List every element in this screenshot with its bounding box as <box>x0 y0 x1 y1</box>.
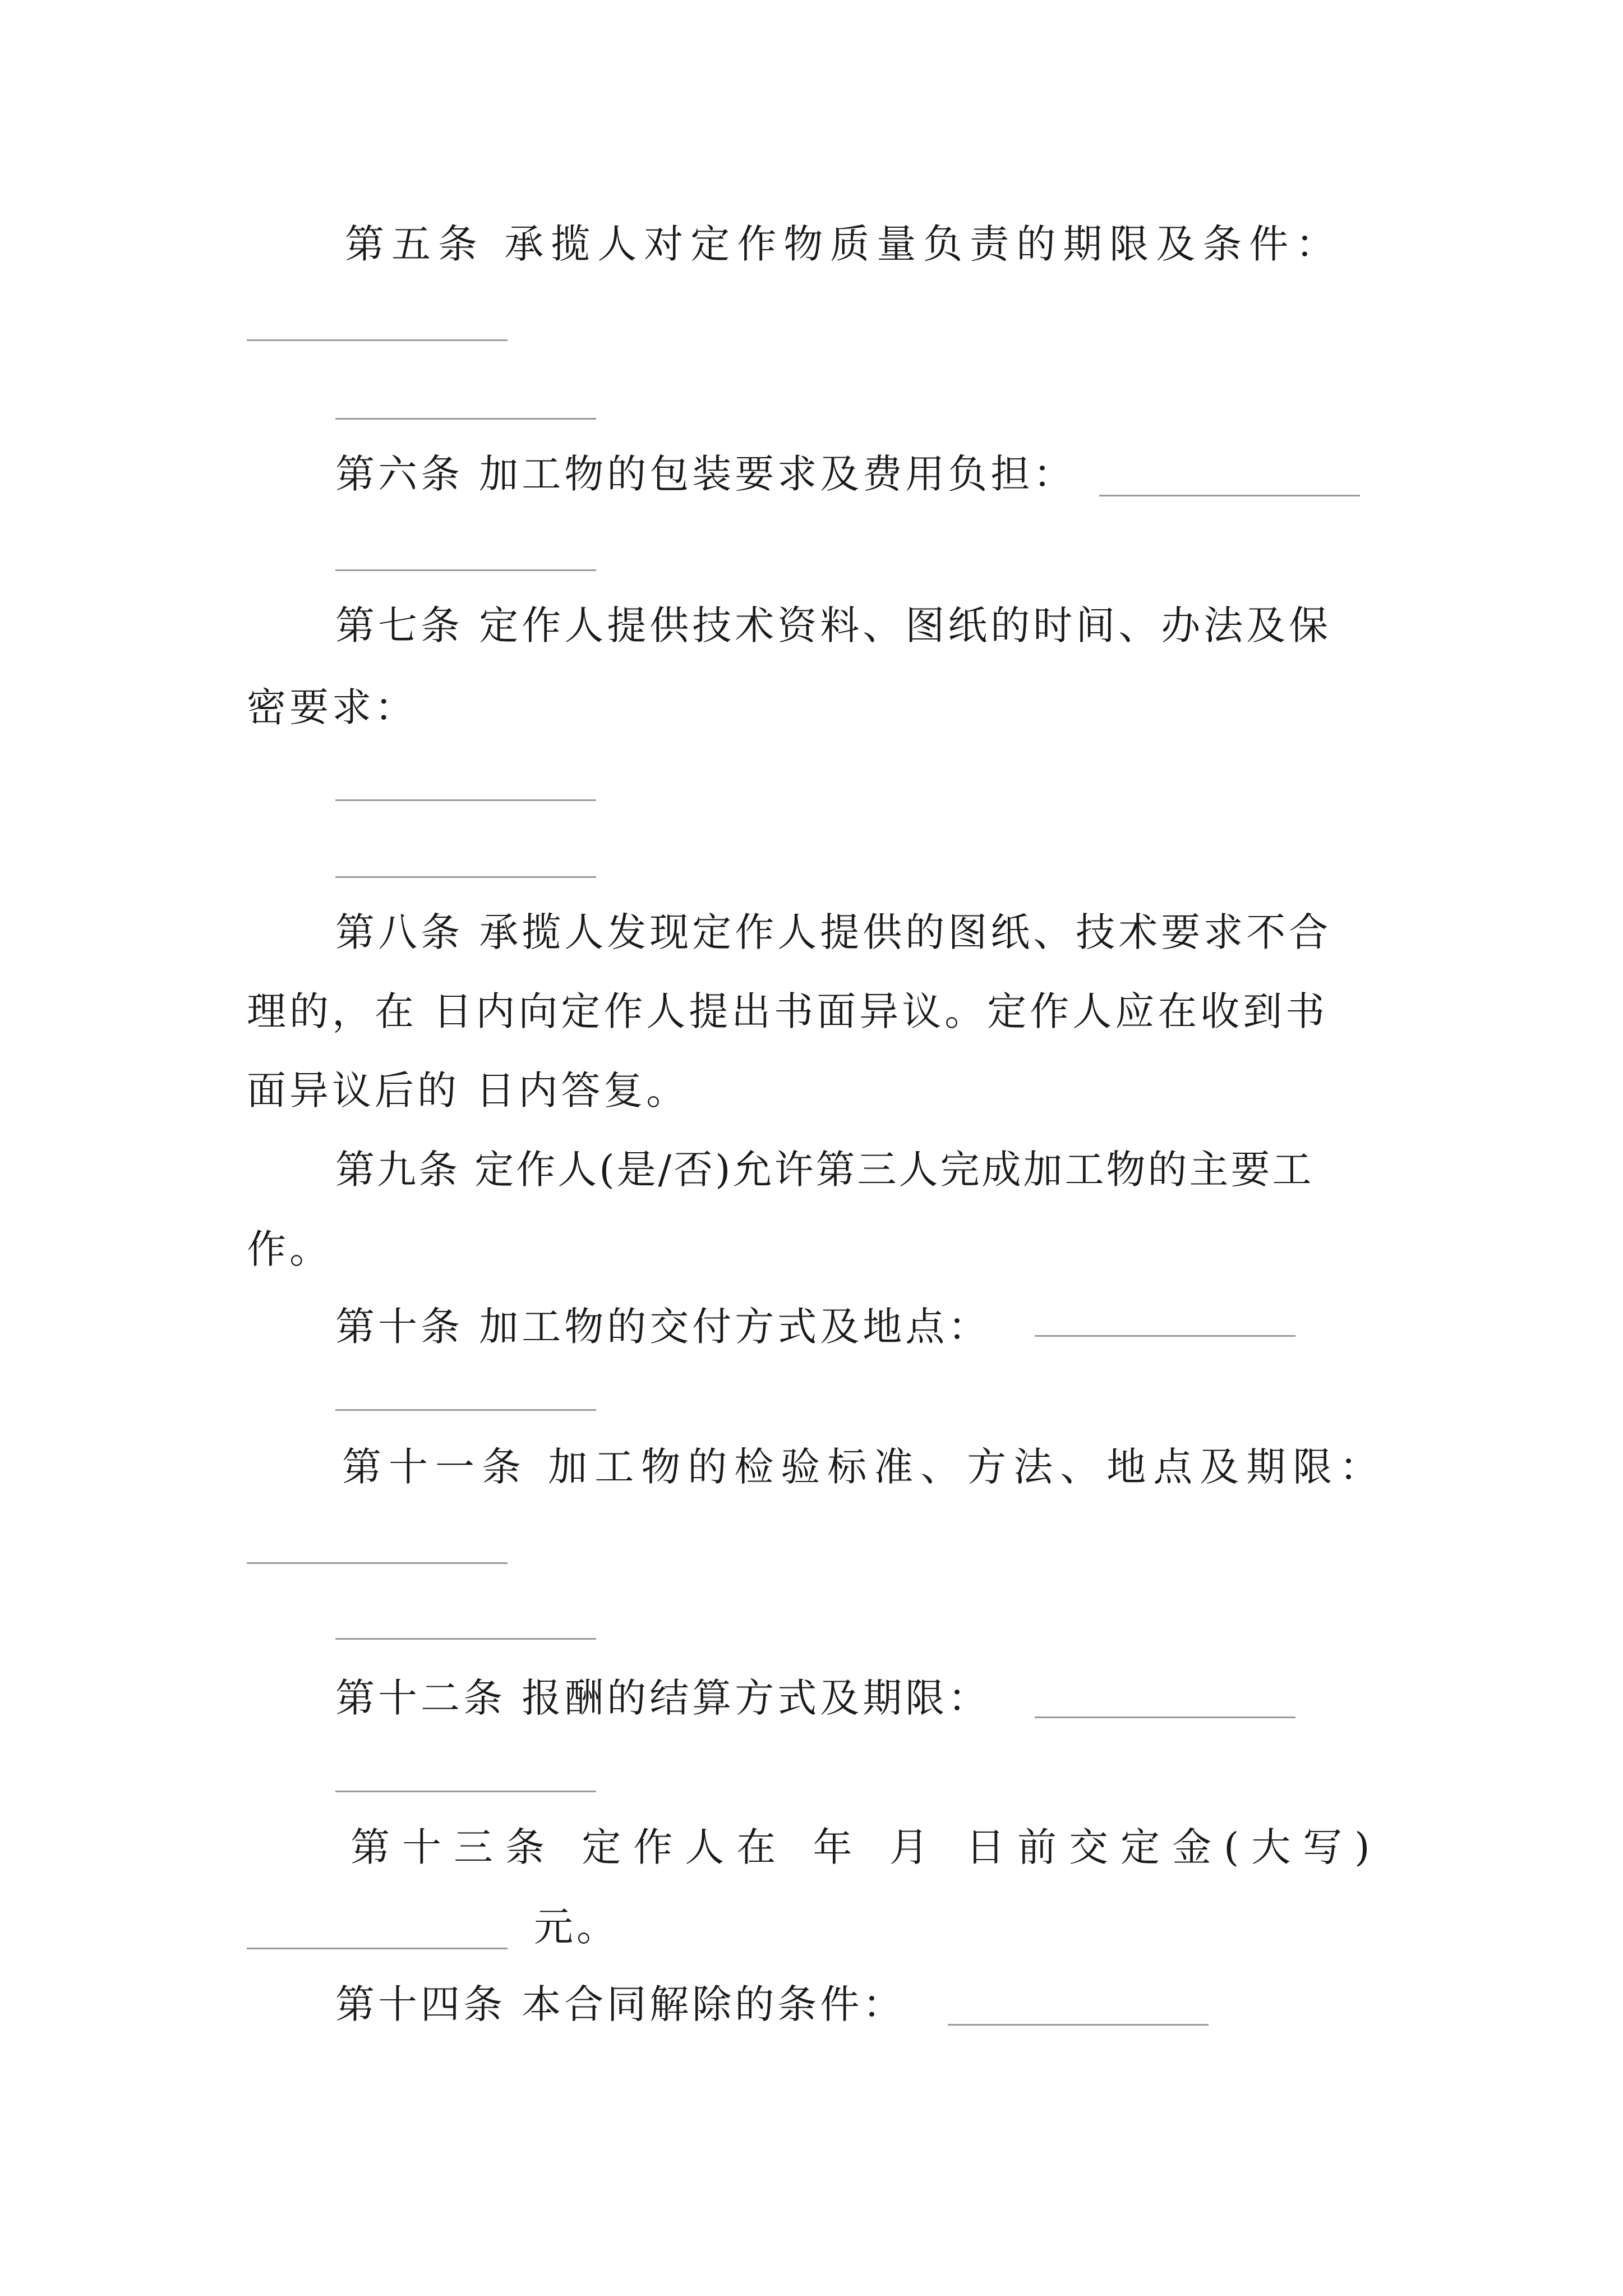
blank-line[interactable] <box>247 1562 508 1564</box>
blank-line[interactable] <box>1099 495 1360 496</box>
article-6: 第六条 加工物的包装要求及费用负担： <box>335 451 1076 497</box>
article-9-line-1: 第九条 定作人(是/否)允许第三人完成加工物的主要工 <box>335 1147 1314 1193</box>
blank-line[interactable] <box>335 876 596 878</box>
article-8-line-1: 第八条 承揽人发现定作人提供的图纸、技术要求不合 <box>335 909 1332 955</box>
article-5: 第五条 承揽人对定作物质量负责的期限及条件： <box>345 221 1343 267</box>
blank-line[interactable] <box>1035 1717 1295 1718</box>
article-13-line-1: 第十三条 定作人在 年 月 日前交定金(大写) <box>351 1824 1382 1870</box>
blank-line[interactable] <box>335 569 596 571</box>
blank-line[interactable] <box>335 799 596 801</box>
article-8-line-3: 面异议后的 日内答复。 <box>247 1068 689 1114</box>
blank-line[interactable] <box>335 1409 596 1411</box>
blank-line[interactable] <box>335 1638 596 1640</box>
article-13-line-2: 元。 <box>534 1904 619 1950</box>
blank-line[interactable] <box>1035 1335 1295 1337</box>
article-12: 第十二条 报酬的结算方式及期限： <box>335 1675 991 1721</box>
article-10: 第十条 加工物的交付方式及地点： <box>335 1304 991 1350</box>
blank-line[interactable] <box>247 339 508 341</box>
blank-line[interactable] <box>335 418 596 420</box>
article-7-line-1: 第七条 定作人提供技术资料、图纸的时间、办法及保 <box>335 602 1332 648</box>
article-14: 第十四条 本合同解除的条件： <box>335 1981 906 2027</box>
blank-line[interactable] <box>247 1948 508 1949</box>
article-7-line-2: 密要求： <box>247 684 417 730</box>
article-11: 第十一条 加工物的检验标准、方法、地点及期限： <box>342 1444 1386 1490</box>
blank-line[interactable] <box>948 2024 1209 2026</box>
article-8-line-2: 理的，在 日内向定作人提出书面异议。定作人应在收到书 <box>247 988 1329 1034</box>
article-9-line-2: 作。 <box>247 1226 332 1272</box>
blank-line[interactable] <box>335 1791 596 1792</box>
